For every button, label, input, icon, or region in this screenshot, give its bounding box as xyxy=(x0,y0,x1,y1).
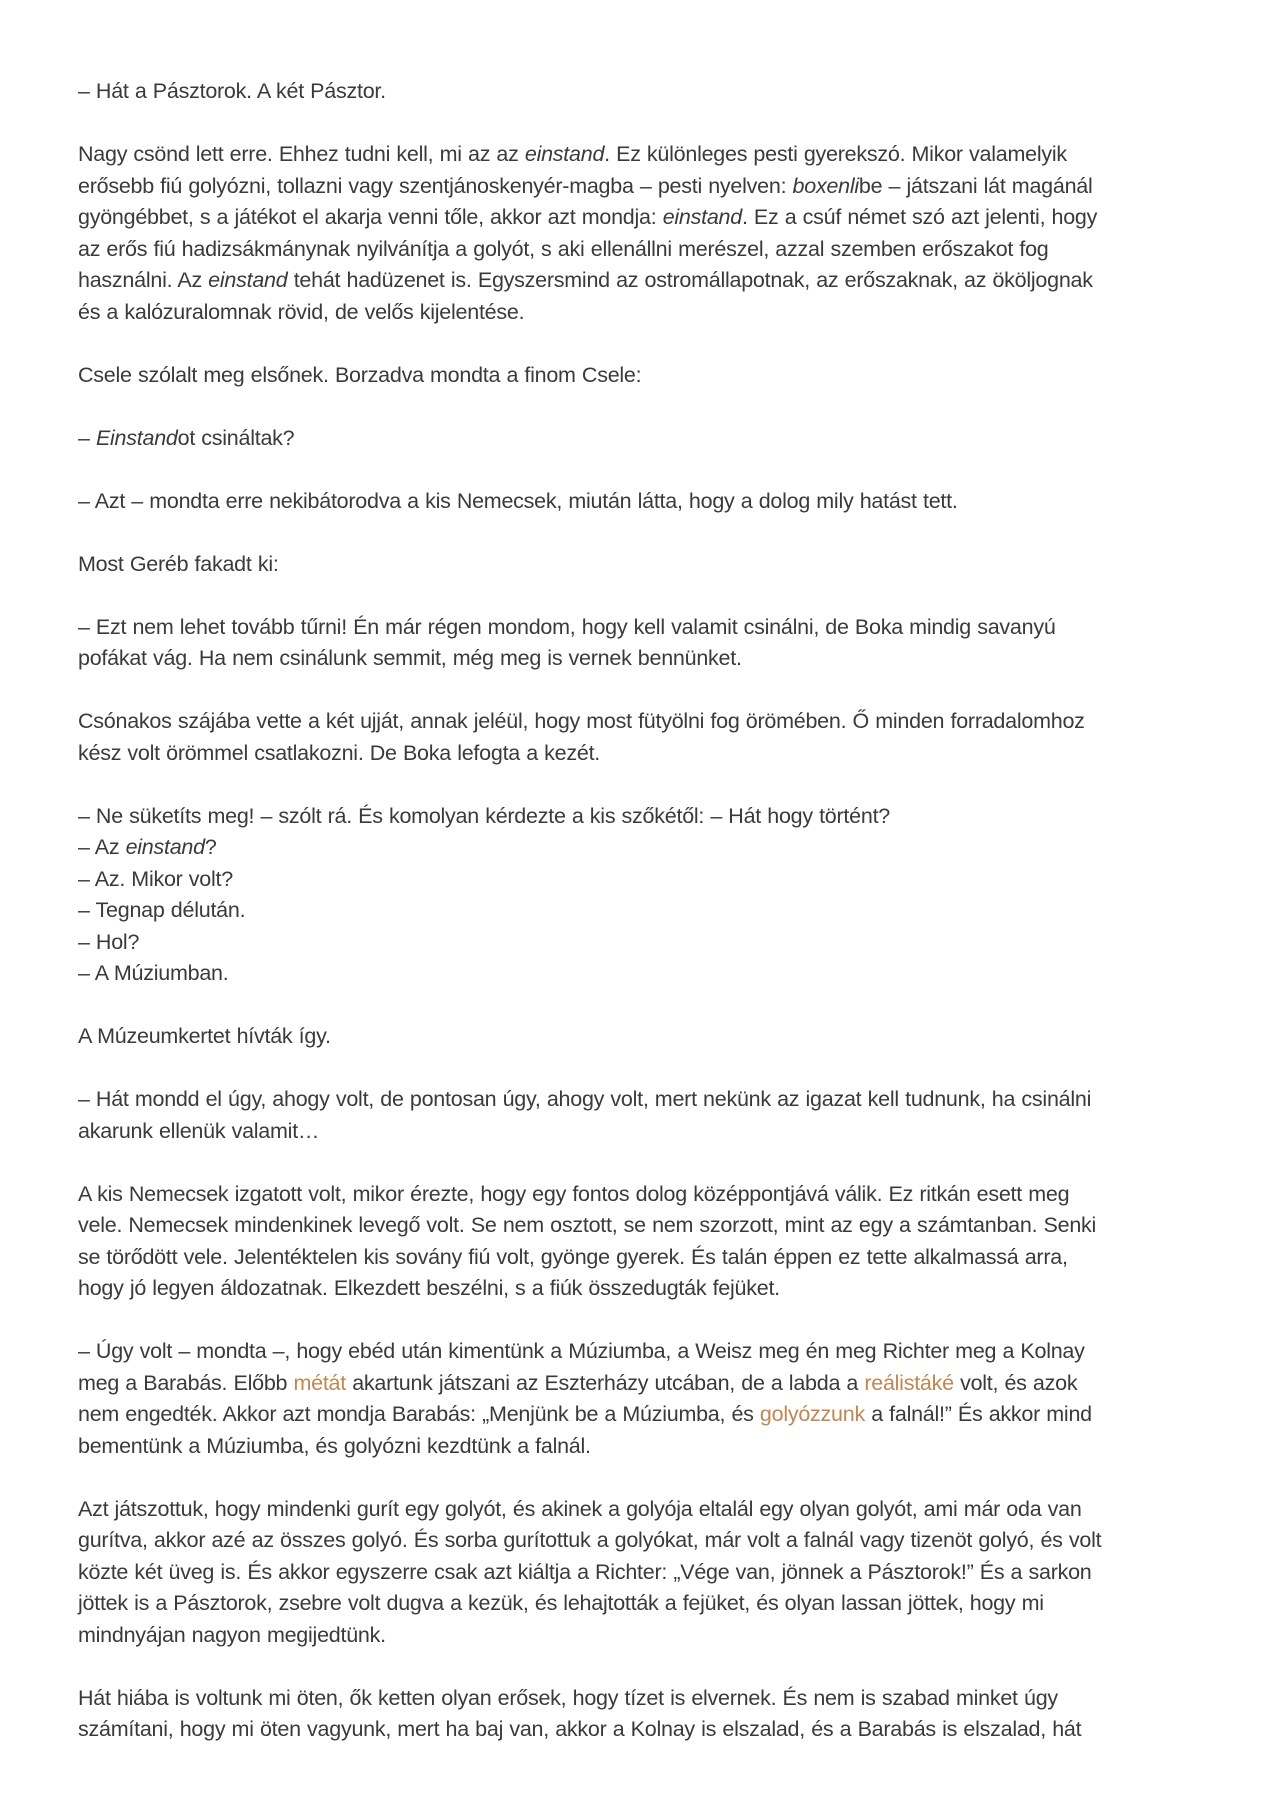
text-line xyxy=(78,1116,1208,1148)
text-segment: – Az xyxy=(78,835,126,859)
italic-text: einstand xyxy=(524,142,605,166)
text-segment: – A Múziumban. xyxy=(78,961,229,985)
text-segment: jöttek is a Pásztorok, zsebre volt dugva a kezük, és lehajtották a fejüket, és olyan lassan jöttek, hogy mi xyxy=(78,1591,1044,1615)
text-line xyxy=(78,612,1208,644)
paragraph xyxy=(78,801,1208,990)
text-line xyxy=(78,643,1208,675)
glossary-link[interactable]: métát xyxy=(293,1370,346,1395)
paragraph xyxy=(78,76,1208,108)
text-segment: bementünk a Múziumba, és golyózni kezdtünk a falnál. xyxy=(78,1433,591,1458)
text-line xyxy=(78,1021,1208,1053)
glossary-link[interactable]: golyózzunk xyxy=(759,1402,865,1426)
text-segment: az erős fiú hadizsákmánynak nyilvánítja a golyót, s aki ellenállni merészel, azzal szemben erőszakot fog xyxy=(78,236,1049,261)
text-line xyxy=(78,360,1208,392)
paragraph xyxy=(78,1179,1208,1305)
text-line xyxy=(78,832,1208,864)
paragraph xyxy=(78,549,1208,581)
text-line xyxy=(78,1273,1208,1305)
italic-text: boxenli xyxy=(792,173,859,198)
paragraph xyxy=(78,423,1208,455)
text-line xyxy=(78,76,1208,108)
document-page xyxy=(78,76,1208,1777)
text-line xyxy=(78,139,1208,171)
text-segment: – xyxy=(78,425,96,450)
text-segment: Nagy csönd lett erre. Ehhez tudni kell, mi az az xyxy=(78,142,525,166)
text-segment: vele. Nemecsek mindenkinek levegő volt. Se nem osztott, se nem szorzott, mint az egy a számtanban. Senki xyxy=(78,1213,1097,1237)
italic-text: Einstand xyxy=(95,425,178,450)
text-segment: akarunk ellenük valamit… xyxy=(78,1118,320,1143)
text-segment: Csónakos szájába vette a két ujját, annak jeléül, hogy most fütyölni fog örömében. Ő minden forradalomhoz xyxy=(78,709,1085,733)
text-segment: – Az. Mikor volt? xyxy=(78,866,233,891)
text-segment: be – játszani lát magánál xyxy=(858,173,1093,198)
paragraph xyxy=(78,1336,1208,1462)
text-segment: – Tegnap délután. xyxy=(78,898,246,922)
text-line xyxy=(78,1525,1208,1557)
glossary-link[interactable]: reálistáké xyxy=(864,1370,954,1395)
text-segment: tehát hadüzenet is. Egyszersmind az ostromállapotnak, az erőszaknak, az ököljognak xyxy=(287,268,1093,292)
text-segment: és a kalózuralomnak rövid, de velős kijelentése. xyxy=(78,299,525,324)
text-line xyxy=(78,1683,1208,1715)
text-line xyxy=(78,1242,1208,1274)
text-line xyxy=(78,1714,1208,1746)
text-segment: – Ne süketíts meg! – szólt rá. És komolyan kérdezte a kis szőkétől: – Hát hogy történt? xyxy=(78,803,890,828)
italic-text: einstand xyxy=(662,205,742,229)
text-line xyxy=(78,297,1208,329)
text-line xyxy=(78,1210,1208,1242)
text-segment: – Hát mondd el úgy, ahogy volt, de pontosan úgy, ahogy volt, mert nekünk az igazat kell tudnunk, ha csinálni xyxy=(78,1087,1092,1111)
paragraph xyxy=(78,139,1208,328)
text-segment: akartunk játszani az Eszterházy utcában, de a labda a xyxy=(346,1370,865,1395)
text-line xyxy=(78,958,1208,990)
text-line xyxy=(78,486,1208,518)
text-line xyxy=(78,171,1208,203)
text-segment: nem engedték. Akkor azt mondja Barabás: „Menjünk be a Múziumba, és xyxy=(78,1402,760,1426)
text-segment: gyöngébbet, s a játékot el akarja venni tőle, akkor azt mondja: xyxy=(78,205,663,229)
text-segment: számítani, hogy mi öten vagyunk, mert ha baj van, akkor a Kolnay is elszalad, és a Barabás is elszalad, hát xyxy=(78,1717,1082,1741)
text-segment: kész volt örömmel csatlakozni. De Boka lefogta a kezét. xyxy=(78,740,601,765)
text-line xyxy=(78,801,1208,833)
text-line xyxy=(78,1431,1208,1463)
text-segment: ? xyxy=(204,835,217,859)
italic-text: einstand xyxy=(208,268,288,292)
text-segment: közte két üveg is. És akkor egyszerre csak azt kiáltja a Richter: „Vége van, jönnek a Pásztorok!” És a sarkon xyxy=(78,1559,1092,1584)
text-segment: – Azt – mondta erre nekibátorodva a kis Nemecsek, miután látta, hogy a dolog mily hatást tett. xyxy=(78,488,958,513)
text-segment: se törődött vele. Jelentéktelen kis sovány fiú volt, gyönge gyerek. És talán éppen ez tette alkalmassá arra, xyxy=(78,1244,1068,1269)
paragraph xyxy=(78,1084,1208,1147)
italic-text: einstand xyxy=(125,835,205,859)
text-segment: – Hát a Pásztorok. A két Pásztor. xyxy=(78,79,386,103)
text-line xyxy=(78,738,1208,770)
text-line xyxy=(78,1494,1208,1526)
paragraph xyxy=(78,486,1208,518)
text-segment: Azt játszottuk, hogy mindenki gurít egy golyót, és akinek a golyója eltalál egy olyan golyót, ami már oda van xyxy=(78,1496,1082,1521)
text-line xyxy=(78,927,1208,959)
text-segment: pofákat vág. Ha nem csinálunk semmit, még meg is vernek bennünket. xyxy=(78,646,742,670)
paragraph xyxy=(78,1021,1208,1053)
text-line xyxy=(78,1399,1208,1431)
text-line xyxy=(78,1084,1208,1116)
text-segment: Most Geréb fakadt ki: xyxy=(78,551,279,576)
text-line xyxy=(78,1368,1208,1400)
paragraph xyxy=(78,360,1208,392)
text-line xyxy=(78,895,1208,927)
text-segment: mindnyájan nagyon megijedtünk. xyxy=(78,1622,386,1647)
text-line xyxy=(78,234,1208,266)
text-segment: volt, és azok xyxy=(953,1370,1078,1395)
text-segment: – Hol? xyxy=(78,929,140,954)
text-segment: A Múzeumkertet hívták így. xyxy=(78,1024,331,1048)
text-segment: a falnál!” És akkor mind xyxy=(864,1402,1092,1426)
text-segment: meg a Barabás. Előbb xyxy=(78,1370,294,1395)
paragraph xyxy=(78,1683,1208,1746)
text-segment: erősebb fiú golyózni, tollazni vagy szentjánoskenyér-magba – pesti nyelven: xyxy=(78,173,793,198)
text-segment: – Úgy volt – mondta –, hogy ebéd után kimentünk a Múziumba, a Weisz meg én meg Richter meg a Kolnay xyxy=(78,1339,1085,1363)
text-line xyxy=(78,1588,1208,1620)
text-segment: gurítva, akkor azé az összes golyó. És sorba gurítottuk a golyókat, már volt a falnál vagy tizenöt golyó, és volt xyxy=(78,1528,1102,1552)
text-segment: A kis Nemecsek izgatott volt, mikor érezte, hogy egy fontos dolog középpontjává válik. Ez ritkán esett meg xyxy=(78,1181,1070,1206)
text-segment: hogy jó legyen áldozatnak. Elkezdett beszélni, s a fiúk összedugták fejüket. xyxy=(78,1276,780,1300)
text-segment: . Ez különleges pesti gyerekszó. Mikor valamelyik xyxy=(604,142,1067,166)
text-line xyxy=(78,202,1208,234)
text-line xyxy=(78,864,1208,896)
text-line xyxy=(78,549,1208,581)
text-segment: . Ez a csúf német szó azt jelenti, hogy xyxy=(741,205,1098,229)
text-segment: – Ezt nem lehet tovább tűrni! Én már régen mondom, hogy kell valamit csinálni, de Boka mindig savanyú xyxy=(78,614,1056,639)
paragraph xyxy=(78,612,1208,675)
text-segment: Hát hiába is voltunk mi öten, ők ketten olyan erősek, hogy tízet is elvernek. És nem is szabad minket úgy xyxy=(78,1685,1058,1710)
text-line xyxy=(78,706,1208,738)
text-line xyxy=(78,265,1208,297)
text-line xyxy=(78,1620,1208,1652)
text-line xyxy=(78,1336,1208,1368)
text-segment: Csele szólalt meg elsőnek. Borzadva mondta a finom Csele: xyxy=(78,362,642,387)
text-segment: használni. Az xyxy=(78,268,209,292)
paragraph xyxy=(78,706,1208,769)
paragraph xyxy=(78,1494,1208,1652)
text-line xyxy=(78,1179,1208,1211)
text-line xyxy=(78,1557,1208,1589)
text-line xyxy=(78,423,1208,455)
text-segment: ot csináltak? xyxy=(177,425,295,450)
